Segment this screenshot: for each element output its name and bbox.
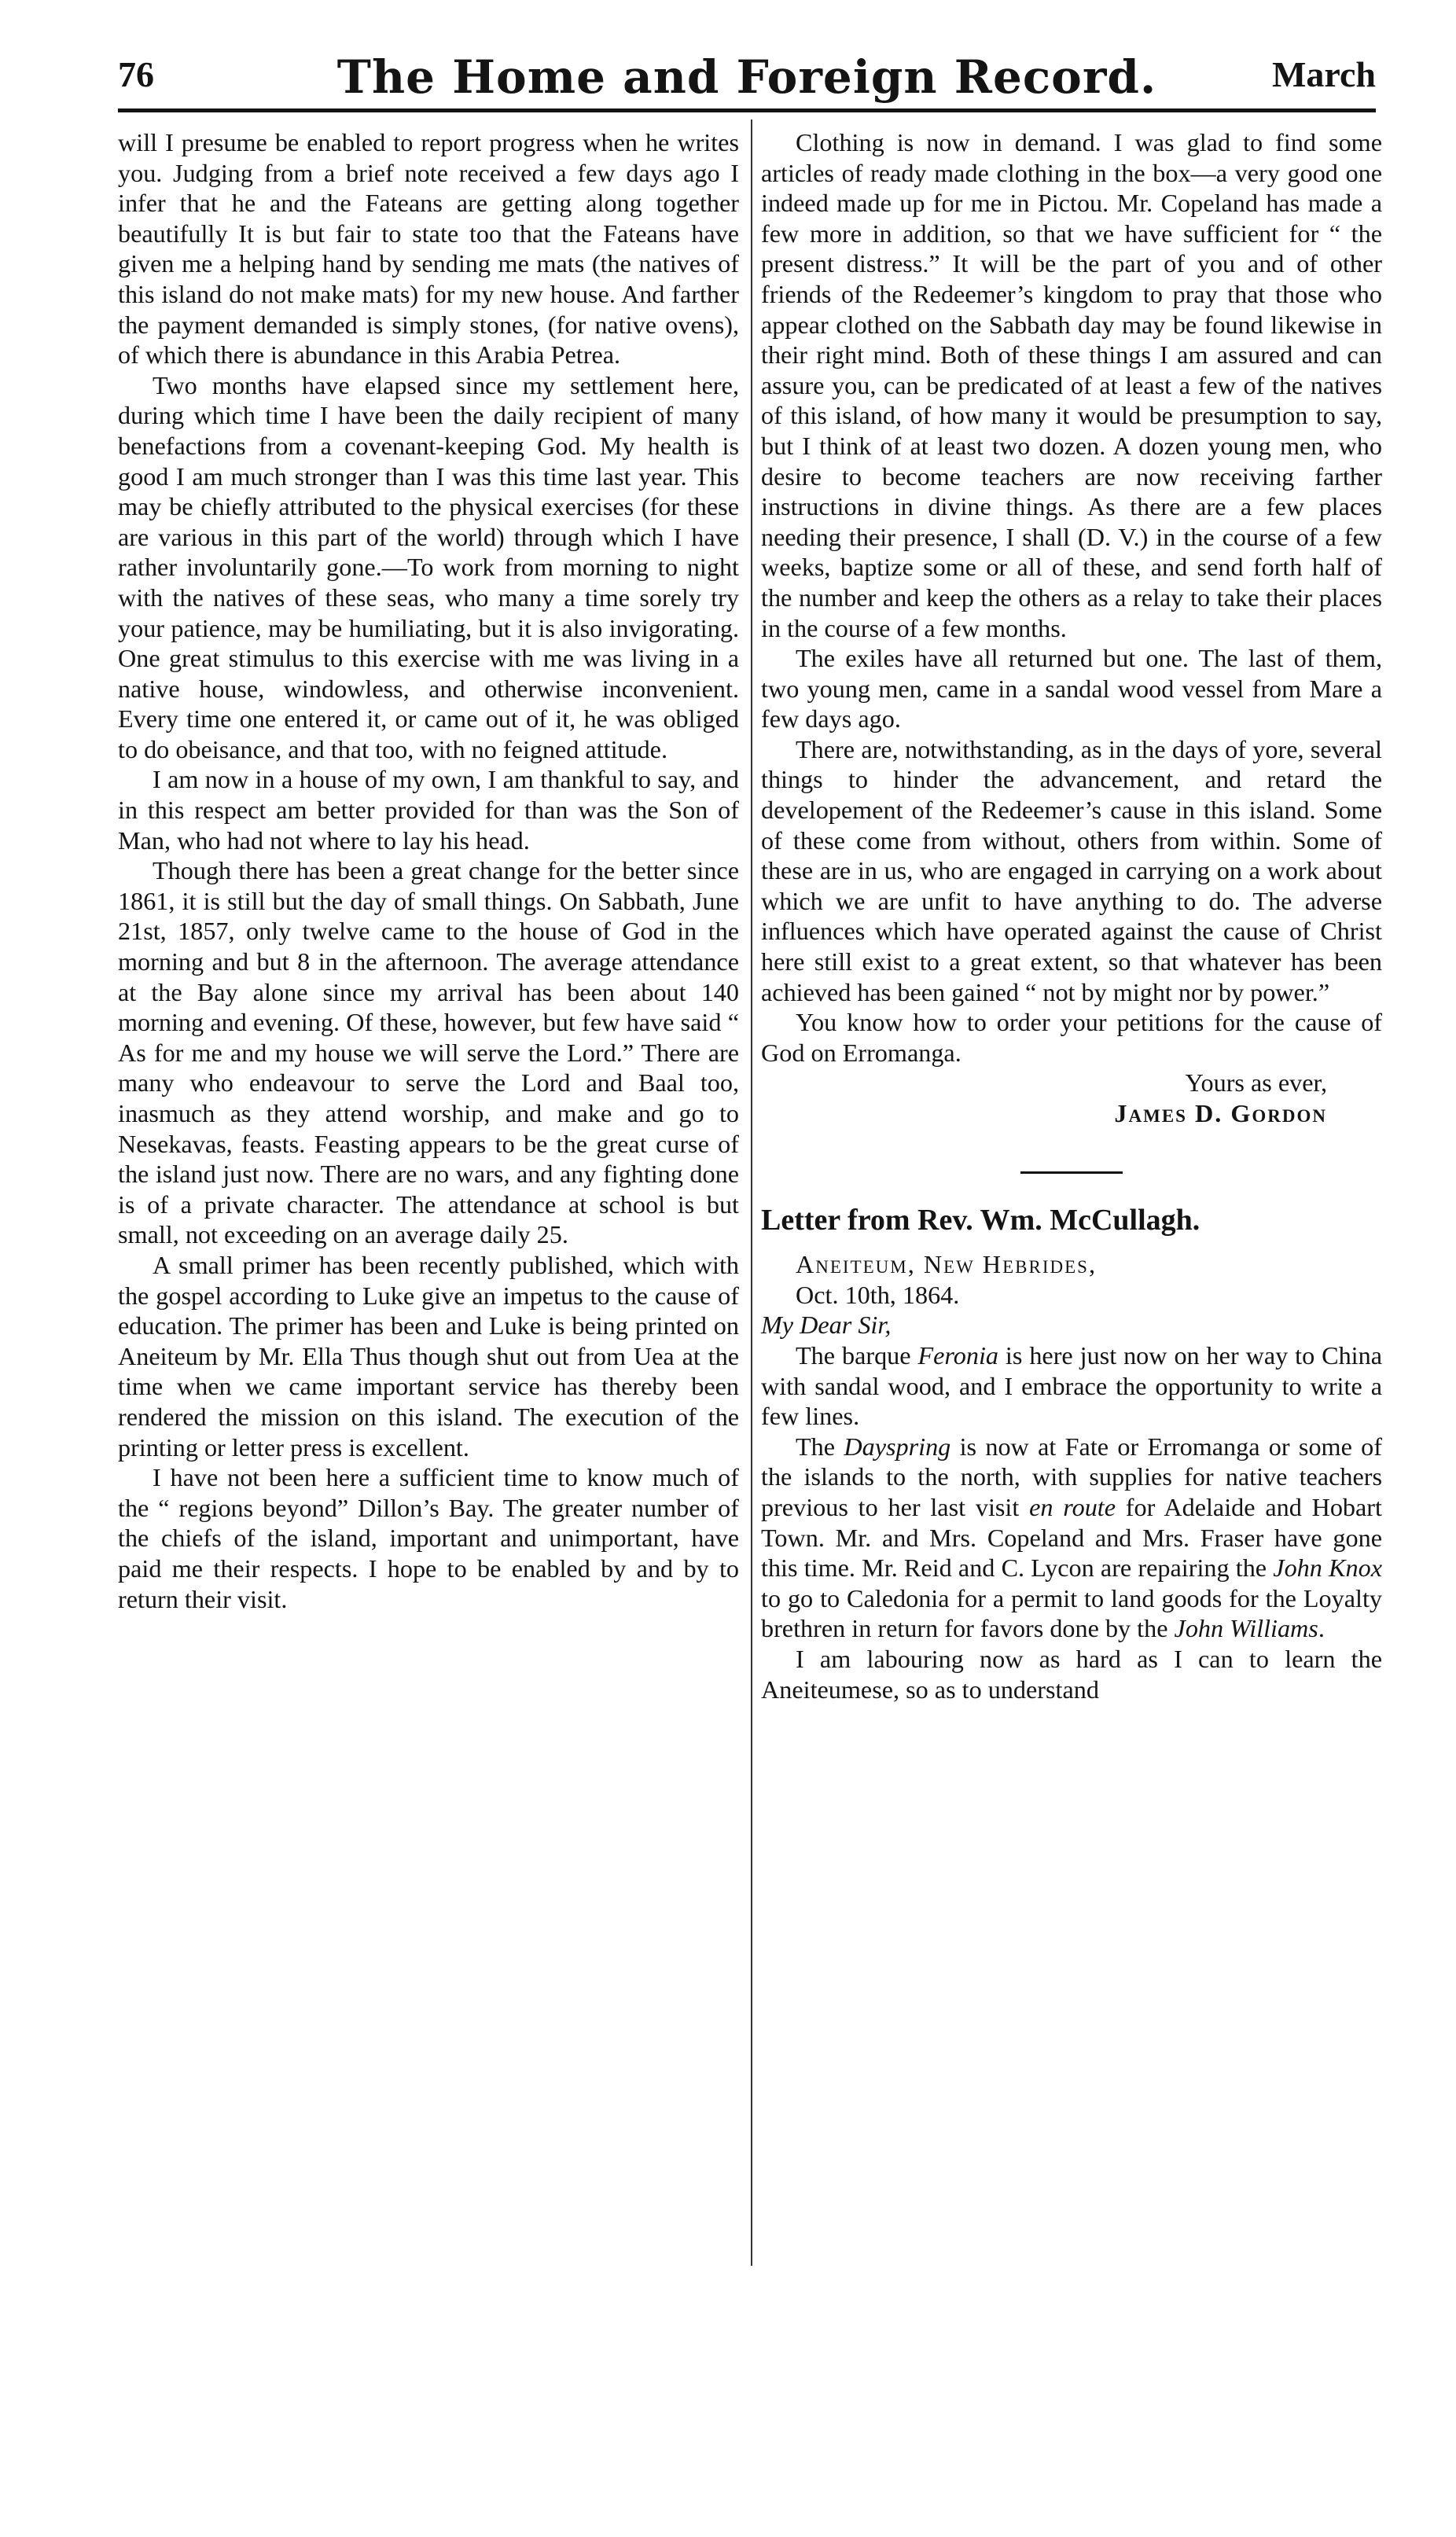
left-column: [118, 127, 739, 1614]
foreign-phrase: en route: [1029, 1492, 1116, 1521]
letter-place: Aneiteum, New Hebrides,: [796, 1250, 1097, 1279]
column-divider: [751, 119, 752, 2266]
paragraph: I am labouring now as hard as I can to learn the Aneiteumese, so as to understand: [761, 1644, 1382, 1704]
paragraph: You know how to order your petitions for the cause of God on Erromanga.: [761, 1008, 1382, 1067]
text-run: is now at Fate or Erromanga or some of the islands to the north, with supplies for native teachers previous to her last visit: [761, 1432, 1382, 1521]
right-column: [761, 127, 1382, 1704]
paragraph: will I presume be enabled to report progress when he writes you. Judging from a brief note received a few days ago I infer that he and the Fateans are getting along together beautifully It is but fair to state too that the Fateans have given me a helping hand by sending me mats (the natives of this island do not make mats) for my new house. And farther the payment demanded is simply stones, (for native ovens), of which there is abundance in this Arabia Petrea.: [118, 128, 739, 370]
paragraph: I have not been here a sufficient time to know much of the “ regions beyond” Dillon’s Bay. The greater number of the chiefs of the island, important and unimportant, have paid me their respects. I hope to be enabled by and by to return their visit.: [118, 1463, 739, 1613]
paragraph: A small primer has been recently published, which with the gospel according to Luke give an impetus to the cause of education. The primer has been and Luke is being printed on Aneiteum by Mr. Ella Thus though shut out from Uea at the time when we came important service has thereby been rendered the mission on this island. The execution of the printing or letter press is excellent.: [118, 1250, 739, 1462]
paragraph: Clothing is now in demand. I was glad to find some articles of ready made clothing in the box—a very good one indeed made up for me in Pictou. Mr. Copeland has made a few more in addition, so that we have sufficient for “ the present distress.” It will be the part of you and of other friends of the Redeemer’s kingdom to pray that those who appear clothed on the Sabbath day may be found likewise in their right mind. Both of these things I am assured and can assure you, can be predicated of at least a few of the natives of this island, of how many it would be presumption to say, but I think of at least two dozen. A dozen young men, who desire to become teachers are now receiving farther instructions in divine things. As there are a few places needing their presence, I shall (D. V.) in the course of a few weeks, baptize some or all of these, and send forth half of the number and keep the others as a relay to take their places in the course of a few months.: [761, 128, 1382, 642]
header-rule: [118, 108, 1376, 112]
paragraph: [761, 1340, 1382, 1432]
masthead-title: The Home and Foreign Record.: [336, 50, 1157, 104]
text-run: .: [1318, 1614, 1325, 1643]
salutation: My Dear Sir,: [761, 1311, 892, 1340]
page-number: 76: [118, 54, 154, 94]
letter-closing: Yours as ever,: [1185, 1068, 1327, 1098]
ship-name: Dayspring: [844, 1432, 951, 1461]
paragraph: There are, notwithstanding, as in the days of yore, several things to hinder the advancement, and retard the developement of the Redeemer’s cause in this island. Some of these come from without, others from within. Some of these are in us, who are engaged in carrying on a work about which we are unfit to have anything to do. The adverse influences which have operated against the cause of Christ here still exist to a great extent, so that whatever has been achieved has been gained “ not by might nor by power.”: [761, 734, 1382, 1006]
page-header: [118, 47, 1376, 118]
ship-name: John Williams: [1174, 1614, 1318, 1643]
text-run: is here just now on her way to China with sandal wood, and I embrace the opportunity to write a few lines.: [761, 1340, 1382, 1431]
paragraph: [761, 1432, 1382, 1644]
paragraph: The exiles have all returned but one. The last of them, two young men, came in a sandal wood vessel from Mare a few days ago.: [761, 644, 1382, 734]
text-run: The barque: [796, 1340, 918, 1370]
signature: James D. Gordon: [1114, 1099, 1327, 1127]
paragraph: Two months have elapsed since my settlement here, during which time I have been the daily recipient of many benefactions from a covenant-keeping God. My health is good I am much stronger than I was this time last year. This may be chiefly attributed to the physical exercises (for these are various in this part of the world) through which I have rather involuntarily gone.—To work from morning to night with the natives of these seas, who many a time sorely try your patience, may be humiliating, but it is also invigorating. One great stimulus to this exercise with me was living in a native house, windowless, and otherwise inconvenient. Every time one entered it, or came out of it, he was obliged to do obeisance, and that too, with no feigned attitude.: [118, 370, 739, 763]
text-run: for Adelaide and Hobart Town. Mr. and Mrs. Copeland and Mrs. Fraser have gone this time. Mr. Reid and C. Lycon are repairing the: [761, 1492, 1382, 1583]
text-run: The: [796, 1432, 844, 1461]
ship-name: John Knox: [1273, 1553, 1382, 1583]
issue-month: March: [1271, 54, 1376, 94]
paragraph: Though there has been a great change for the better since 1861, it is still but the day of small things. On Sabbath, June 21st, 1857, only twelve came to the house of God in the morning and but 8 in the afternoon. The average attendance at the Bay alone since my arrival has been about 140 morning and evening. Of these, however, but few have said “ As for me and my house we will serve the Lord.” There are many who endeavour to serve the Lord and Baal too, inasmuch as they attend worship, and make and go to Nesekavas, feasts. Feasting appears to be the great curse of the island just now. There are no wars, and any fighting done is of a private character. The attendance at school is but small, not exceeding on an average daily 25.: [118, 856, 739, 1249]
section-divider: [1020, 1171, 1123, 1174]
letter-date: Oct. 10th, 1864.: [796, 1280, 960, 1309]
paragraph: I am now in a house of my own, I am thankful to say, and in this respect am better provided for than was the Son of Man, who had not where to lay his head.: [118, 765, 739, 855]
letter-heading: Letter from Rev. Wm. McCullagh.: [761, 1203, 1200, 1237]
text-run: to go to Caledonia for a permit to land goods for the Loyalty brethren in return for favors done by the: [761, 1583, 1382, 1643]
ship-name: Feronia: [917, 1340, 998, 1370]
